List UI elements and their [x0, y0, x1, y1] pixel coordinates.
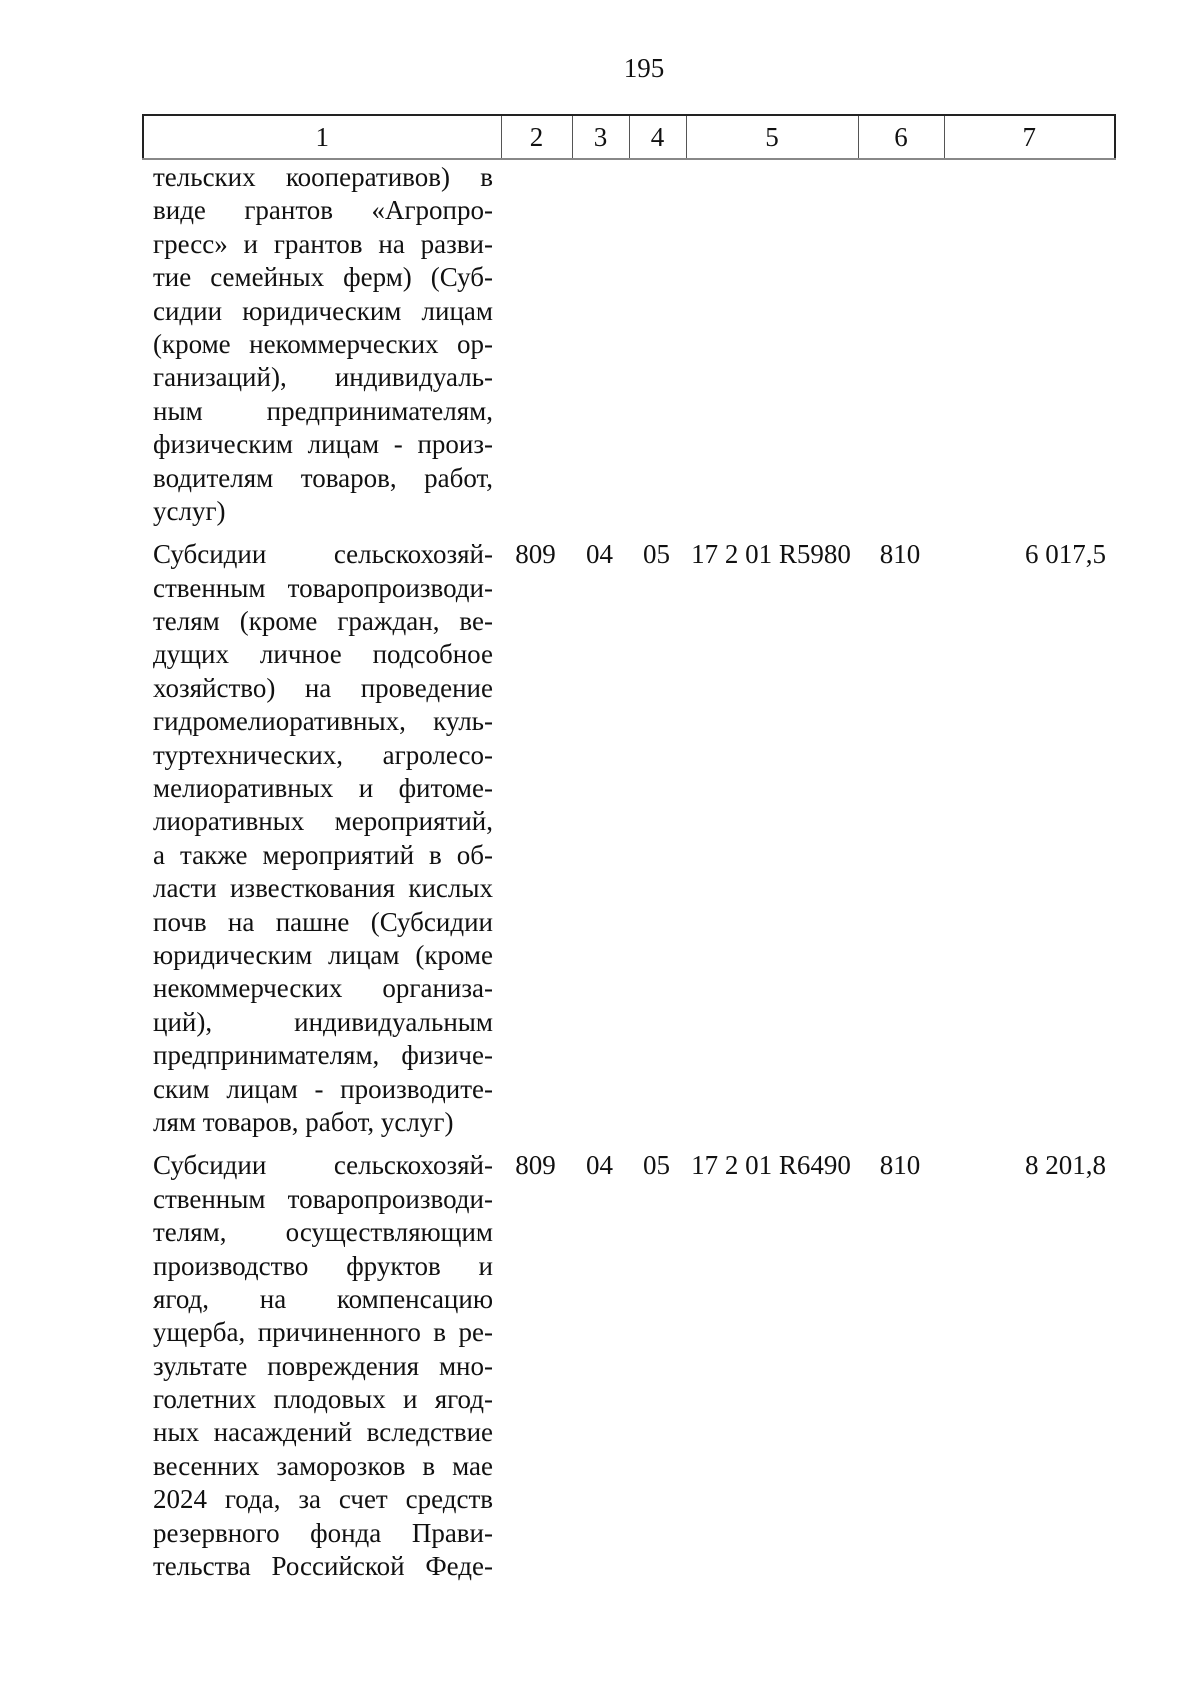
name-line: услуг) [153, 495, 226, 526]
name-line: весенних заморозков в мае [153, 1450, 493, 1481]
name-line: ягод, на компенсацию [153, 1283, 493, 1314]
amount-cell: 8 201,8 [1025, 1150, 1106, 1181]
name-line: резервного фонда Прави- [153, 1517, 493, 1548]
vr-code-cell [857, 161, 943, 538]
name-line: зультате повреждения мно- [153, 1350, 493, 1381]
name-line: ским лицам - производите- [153, 1073, 493, 1104]
row-name-cell [142, 161, 500, 538]
name-line: сидии юридическим лицам [153, 295, 493, 326]
name-line: предпринимателям, физиче- [153, 1040, 493, 1071]
vr-code-cell: 810 [879, 539, 921, 570]
name-line: а также мероприятий в об- [153, 839, 493, 870]
page-number: 195 [623, 53, 665, 83]
name-line: ственным товаропроизводи- [153, 572, 493, 603]
header-col-6: 6 [858, 115, 944, 159]
gr-code-cell [500, 161, 571, 538]
name-line: голетних плодовых и ягод- [153, 1384, 493, 1415]
name-line: Субсидии сельскохозяй- [153, 539, 493, 570]
csr-code-cell: 17 2 01 R6490 [691, 1150, 851, 1181]
name-line: ных насаждений вследствие [153, 1417, 493, 1448]
name-line: дущих личное подсобное [153, 639, 493, 670]
header-row [143, 115, 1115, 159]
name-line: 2024 года, за счет средств [153, 1484, 493, 1515]
name-line: юридическим лицам (кроме [153, 939, 493, 970]
name-line: хозяйство) на проведение [153, 672, 493, 703]
header-col-4: 4 [629, 115, 686, 159]
name-line: тельских кооперативов) в [153, 162, 493, 192]
csr-code-cell: 17 2 01 R5980 [691, 539, 851, 570]
name-line: почв на пашне (Субсидии [153, 906, 493, 937]
table-row [142, 161, 1114, 538]
name-line: виде грантов «Агропро- [153, 195, 493, 226]
name-line: Субсидии сельскохозяй- [153, 1150, 493, 1181]
vr-code-cell: 810 [879, 1150, 921, 1181]
budget-table-body [142, 161, 1114, 1593]
name-line: тельства Российской Феде- [153, 1551, 493, 1582]
name-line: гресс» и грантов на разви- [153, 228, 493, 259]
pr-code-cell: 05 [643, 539, 670, 570]
name-line: ственным товаропроизводи- [153, 1183, 493, 1214]
pr-code-cell [628, 161, 685, 538]
name-line: лям товаров, работ, услуг) [153, 1106, 454, 1137]
gr-code-cell: 809 [515, 539, 556, 570]
name-line: водителям товаров, работ, [153, 462, 493, 493]
row-name-cell [142, 1149, 500, 1593]
name-line: физическим лицам - произ- [153, 429, 493, 460]
name-line: туртехнических, агролесо- [153, 739, 493, 770]
gr-code-cell: 809 [515, 1150, 556, 1181]
rz-code-cell: 04 [586, 1150, 613, 1181]
name-line: ганизаций), индивидуаль- [153, 362, 493, 393]
column-number-header [142, 114, 1116, 160]
header-col-1: 1 [143, 115, 501, 159]
name-line: ным предпринимателям, [153, 395, 493, 426]
table-row [142, 1149, 1114, 1593]
rz-code-cell: 04 [586, 539, 613, 570]
name-line: телям, осуществляющим [153, 1217, 493, 1248]
header-col-2: 2 [501, 115, 572, 159]
amount-cell [943, 161, 1114, 538]
rz-code-cell [571, 161, 628, 538]
name-line: ций), индивидуальным [153, 1006, 493, 1037]
name-line: производство фруктов и [153, 1250, 493, 1281]
csr-code-cell [685, 161, 857, 538]
amount-cell: 6 017,5 [1025, 539, 1106, 570]
name-line: мелиоративных и фитоме- [153, 773, 493, 804]
header-col-3: 3 [572, 115, 629, 159]
name-line: гидромелиоративных, куль- [153, 706, 493, 737]
name-line: (кроме некоммерческих ор- [153, 328, 493, 359]
name-line: телям (кроме граждан, ве- [153, 606, 493, 637]
name-line: некоммерческих организа- [153, 973, 493, 1004]
name-line: лиоративных мероприятий, [153, 806, 493, 837]
header-col-5: 5 [686, 115, 858, 159]
row-name-cell [142, 538, 500, 1149]
name-line: ласти известкования кислых [153, 873, 493, 904]
pr-code-cell: 05 [643, 1150, 670, 1181]
name-line: ущерба, причиненного в ре- [153, 1317, 493, 1348]
table-row [142, 538, 1114, 1149]
name-line: тие семейных ферм) (Суб- [153, 262, 493, 293]
header-col-7: 7 [944, 115, 1115, 159]
